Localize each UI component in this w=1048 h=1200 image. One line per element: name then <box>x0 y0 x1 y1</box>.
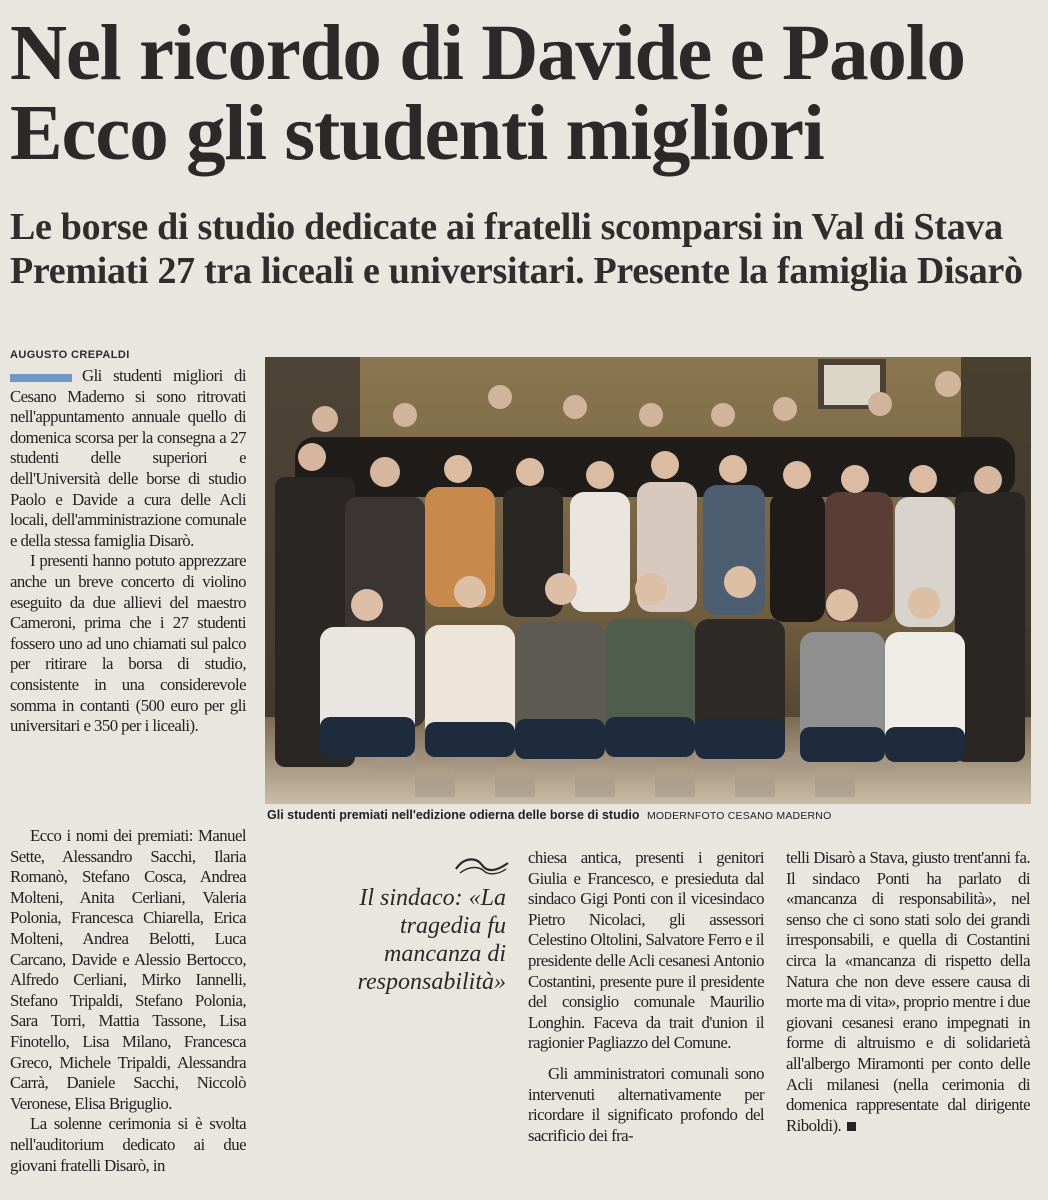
paragraph: Gli studenti migliori di Cesano Maderno si sono ritrovati nell'appuntamento annuale quello di domenica scorsa per la consegna a 27 studenti delle superiori e dell'Università delle borse di studio Paolo e Davide a cura delle Acli locali, dell'amministrazione comunale e della stessa famiglia Disarò. <box>10 366 246 550</box>
group-photo <box>265 357 1031 804</box>
article-column-1-bottom <box>10 826 246 1176</box>
end-of-article-mark <box>847 1122 856 1131</box>
byline: AUGUSTO CREPALDI <box>10 349 130 361</box>
article-column-3 <box>528 848 764 1146</box>
headline <box>10 10 1040 177</box>
headline-line-2: Ecco gli studenti migliori <box>10 90 824 177</box>
group-photo-illustration <box>265 357 1031 804</box>
article-column-1-top <box>10 366 246 737</box>
article-column-4 <box>786 848 1030 1136</box>
pull-quote: Il sindaco: «La tragedia fu mancanza di responsabilità» <box>357 885 506 995</box>
paragraph: Ecco i nomi dei premiati: Manuel Sette, Alessandro Sacchi, Ilaria Romanò, Stefano Cosca, Andrea Molteni, Anita Cerliani, Valeria Polonia, Francesca Chiarella, Erica Molteni, Andrea Belotti, Luca Carcano, Davide e Alessio Bertocco, Alfredo Cerliani, Mirko Iannelli, Stefano Tripaldi, Stefano Polonia, Sara Torri, Mattia Tassone, Lisa Finotello, Lisa Milano, Francesca Greco, Michele Tripaldi, Alessandra Carrà, Daniele Sacchi, Niccolò Veronese, Elisa Briguglio. <box>10 826 246 1113</box>
quote-ornament-icon <box>454 855 510 877</box>
headline-line-1: Nel ricordo di Davide e Paolo <box>10 10 965 97</box>
paragraph: I presenti hanno potuto apprezzare anche un breve concerto di violino eseguito da due allievi del maestro Cameroni, prima che i 27 studenti fossero uno ad uno chiamati sul palco per ritirare la borsa di studio, consistente in una considerevole somma in contanti (500 euro per gli universitari e 350 per i liceali). <box>10 551 246 736</box>
paragraph: chiesa antica, presenti i genitori Giulia e Francesco, e presieduta dal sindaco Gigi Ponti con il vicesindaco Pietro Nicolaci, gli assessori Celestino Oltolini, Salvatore Ferro e il presidente delle Acli cesanesi Antonio Costantini, presente pure il presidente del consiglio comunale Maurilio Longhin. Faceva da trait d'union il ragionier Pagliazzo del Comune. <box>528 848 764 1053</box>
paragraph: Gli amministratori comunali sono intervenuti alternativamente per ricordare il significato profondo del sacrificio dei fra- <box>528 1063 764 1145</box>
subheadline-line-1: Le borse di studio dedicate ai fratelli scomparsi in Val di Stava <box>10 206 1003 248</box>
photo-caption <box>267 808 1037 822</box>
subheadline-line-2: Premiati 27 tra liceali e universitari. Presente la famiglia Disarò <box>10 250 1023 292</box>
photo-caption-text: Gli studenti premiati nell'edizione odierna delle borse di studio <box>267 808 640 822</box>
paragraph: telli Disarò a Stava, giusto trent'anni fa. Il sindaco Ponti ha parlato di «mancanza di responsabilità», nel senso che ci sono stati solo dei grandi irresponsabili, e quella di Costantini circa la «mancanza di rispetto della Natura che non deve essere causa di morte ma di vita», proprio mentre i due giovani cesanesi erano impegnati in forme di altruismo e di solidarietà all'albergo Miramonti per conto delle Acli milanesi (nella cerimonia di domenica rappresentate dal dirigente Riboldi). <box>786 848 1030 1135</box>
photo-credit: MODERNFOTO CESANO MADERNO <box>646 810 832 822</box>
paragraph: La solenne cerimonia si è svolta nell'auditorium dedicato ai due giovani fratelli Disarò, in <box>10 1114 246 1175</box>
subheadline <box>10 205 1040 293</box>
